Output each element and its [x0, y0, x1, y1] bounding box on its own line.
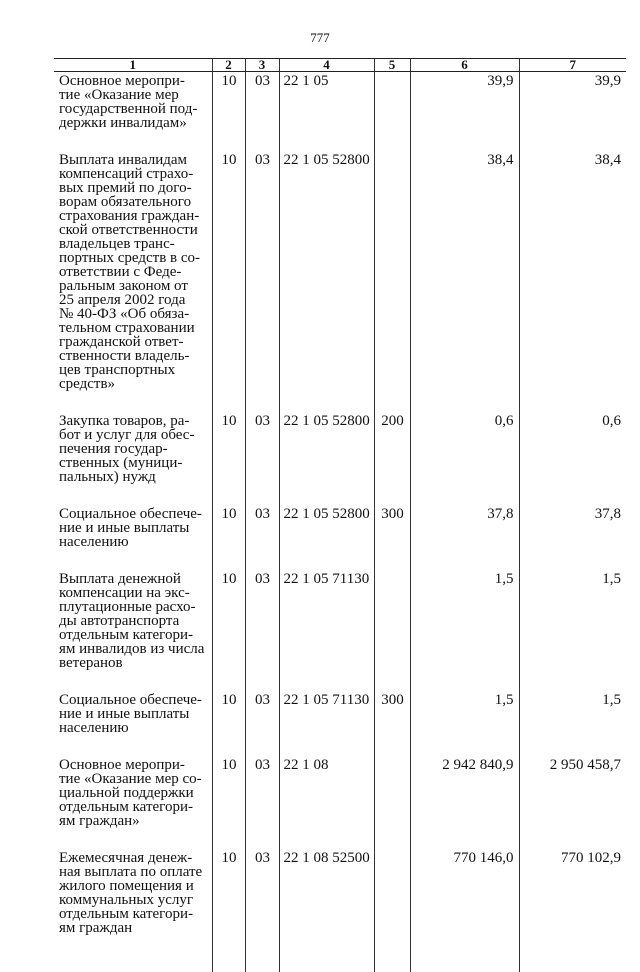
table-row [54, 412, 626, 505]
section-code: 10 [212, 849, 245, 972]
target-article-code: 22 1 05 71130 [279, 691, 374, 756]
target-article-code: 22 1 05 52800 [279, 151, 374, 412]
amount-col6: 37,8 [410, 505, 519, 570]
expense-type-code: 200 [374, 412, 410, 505]
column-header: 6 [410, 59, 519, 72]
table-row [54, 570, 626, 691]
subsection-code: 03 [245, 505, 279, 570]
page-number: 777 [310, 30, 330, 45]
item-name: Основное меропри- тие «Оказание мер со- циальной поддержки отдельным категори- ям граждан» [59, 757, 202, 829]
target-article-code: 22 1 08 [279, 756, 374, 849]
target-article-code: 22 1 05 52800 [279, 412, 374, 505]
expense-type-code: 300 [374, 505, 410, 570]
column-header: 4 [279, 59, 374, 72]
amount-col6: 2 942 840,9 [410, 756, 519, 849]
table-row [54, 151, 626, 412]
subsection-code: 03 [245, 412, 279, 505]
expense-type-code [374, 72, 410, 152]
amount-col6: 1,5 [410, 691, 519, 756]
item-name: Выплата инвалидам компенсаций страхо- вых премий по дого- ворам обязательного страхования граждан- ской ответственности владельцев транс- портных средств в со- ответствии с Феде- ральным законом от 25 апреля 2002 года № 40-ФЗ «Об обяза- тельном страховании гражданской ответ- ственности владель- цев транспортных средств» [59, 152, 201, 392]
subsection-code: 03 [245, 756, 279, 849]
amount-col7: 1,5 [519, 691, 626, 756]
expense-type-code [374, 570, 410, 691]
subsection-code: 03 [245, 849, 279, 972]
section-code: 10 [212, 570, 245, 691]
section-code: 10 [212, 756, 245, 849]
table-row [54, 691, 626, 756]
column-header: 5 [374, 59, 410, 72]
amount-col6: 39,9 [410, 72, 519, 152]
item-name: Социальное обеспече- ние и иные выплаты населению [59, 506, 202, 550]
item-name: Закупка товаров, ра- бот и услуг для обес- печения государ- ственных (муници- пальных) нужд [59, 413, 195, 485]
column-header: 2 [212, 59, 245, 72]
amount-col6: 38,4 [410, 151, 519, 412]
amount-col7: 2 950 458,7 [519, 756, 626, 849]
table-row [54, 505, 626, 570]
section-code: 10 [212, 691, 245, 756]
section-code: 10 [212, 72, 245, 152]
table-row [54, 849, 626, 972]
column-header: 3 [245, 59, 279, 72]
amount-col7: 770 102,9 [519, 849, 626, 972]
amount-col7: 39,9 [519, 72, 626, 152]
subsection-code: 03 [245, 570, 279, 691]
table-row [54, 756, 626, 849]
amount-col7: 37,8 [519, 505, 626, 570]
target-article-code: 22 1 05 [279, 72, 374, 152]
table-header-row [54, 59, 626, 72]
item-name: Ежемесячная денеж- ная выплата по оплате жилого помещения и коммунальных услуг отдельным категори- ям граждан [59, 850, 203, 936]
amount-col6: 0,6 [410, 412, 519, 505]
amount-col6: 1,5 [410, 570, 519, 691]
expense-type-code [374, 756, 410, 849]
budget-table [54, 58, 626, 972]
item-name: Социальное обеспече- ние и иные выплаты населению [59, 692, 202, 736]
subsection-code: 03 [245, 151, 279, 412]
amount-col7: 38,4 [519, 151, 626, 412]
subsection-code: 03 [245, 72, 279, 152]
amount-col7: 0,6 [519, 412, 626, 505]
target-article-code: 22 1 08 52500 [279, 849, 374, 972]
item-name: Выплата денежной компенсации на экс- плутационные расхо- ды автотранспорта отдельным категори- ям инвалидов из числа ветеранов [59, 571, 205, 671]
expense-type-code: 300 [374, 691, 410, 756]
subsection-code: 03 [245, 691, 279, 756]
section-code: 10 [212, 151, 245, 412]
amount-col7: 1,5 [519, 570, 626, 691]
expense-type-code [374, 151, 410, 412]
expense-type-code [374, 849, 410, 972]
item-name: Основное меропри- тие «Оказание мер государственной под- держки инвалидам» [59, 73, 198, 131]
target-article-code: 22 1 05 52800 [279, 505, 374, 570]
target-article-code: 22 1 05 71130 [279, 570, 374, 691]
section-code: 10 [212, 505, 245, 570]
amount-col6: 770 146,0 [410, 849, 519, 972]
table-row [54, 72, 626, 152]
column-header: 1 [54, 59, 212, 72]
column-header: 7 [519, 59, 626, 72]
section-code: 10 [212, 412, 245, 505]
